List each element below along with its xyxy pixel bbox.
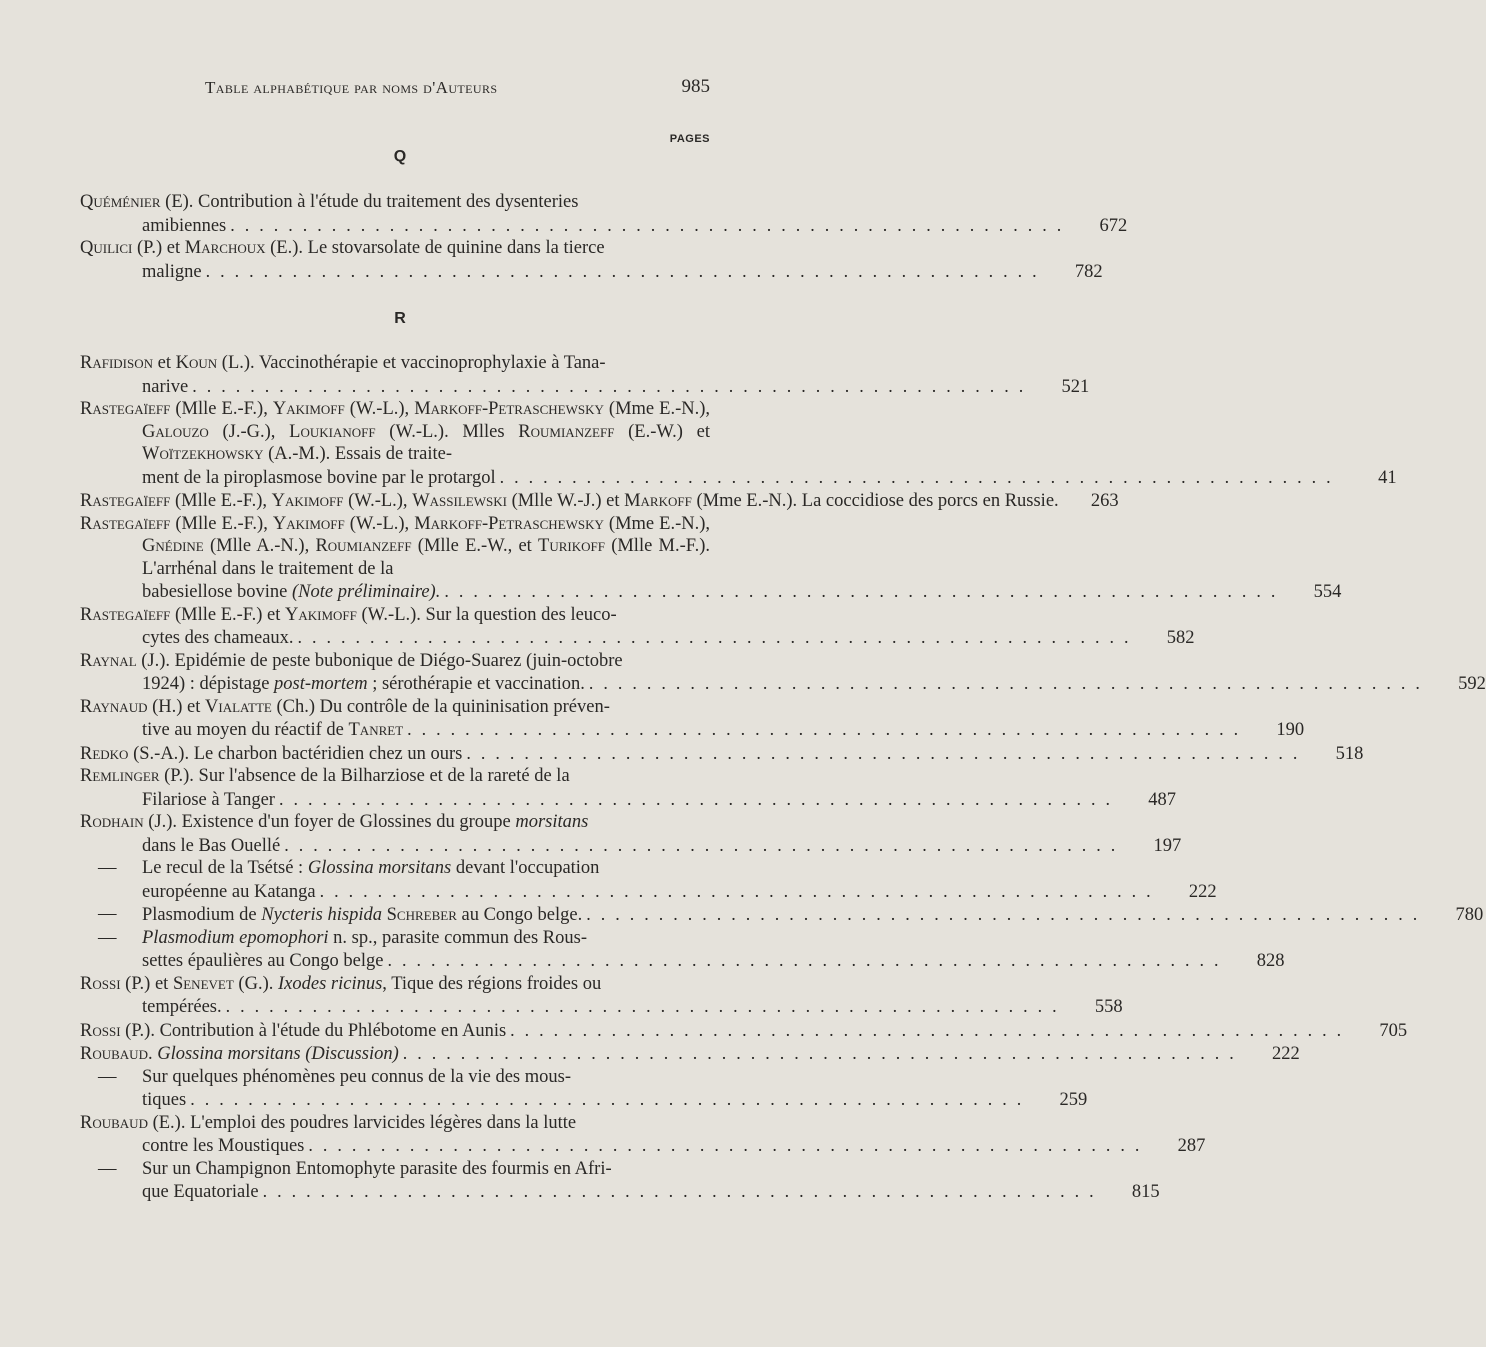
entry-last-line xyxy=(142,788,1176,812)
author-name: Roubaud xyxy=(80,1112,148,1133)
entry-text: Sur quelques phénomènes peu connus de la vie des mous- xyxy=(142,1066,572,1087)
index-entry xyxy=(80,742,1364,766)
entry-text-end: narive xyxy=(142,376,189,397)
entry-line xyxy=(80,1019,1408,1043)
page-reference: 259 xyxy=(1059,1090,1088,1110)
index-entry xyxy=(80,398,1397,489)
index-entry xyxy=(80,1042,1300,1066)
author-name: Koun xyxy=(175,353,218,373)
author-name: Roumianzeff xyxy=(315,536,412,556)
page-reference: 287 xyxy=(1177,1136,1206,1156)
dot-leader: .......................................................... xyxy=(192,375,1034,396)
ditto-dash: — xyxy=(98,1158,117,1179)
page-reference: 263 xyxy=(1090,491,1119,511)
entry-last-line xyxy=(142,580,1342,604)
index-entry xyxy=(80,696,1305,742)
index-entry xyxy=(80,513,1342,604)
author-name: Markoff xyxy=(624,491,692,511)
entry-text: Rastegaïeff (Mlle E.-F.) et Yakimoff (W.-L.). Sur la question des leuco- xyxy=(80,604,617,625)
author-name: Roubaud xyxy=(80,1044,148,1064)
entry-last-line xyxy=(142,466,1397,490)
page-reference: 554 xyxy=(1313,582,1342,602)
entry-last-line xyxy=(142,1134,1206,1158)
dot-leader: .......................................................... xyxy=(297,627,1139,647)
page-reference: 828 xyxy=(1256,951,1285,971)
entry-text-end: tive au moyen du réactif de Tanret xyxy=(142,720,404,740)
italic-text: Plasmodium epomophori xyxy=(142,927,329,948)
author-name: Vialatte xyxy=(205,696,272,717)
entry-text-end: tempérées. xyxy=(142,997,222,1017)
dot-leader: .......................................................... xyxy=(230,214,1072,235)
page-reference: 582 xyxy=(1166,628,1195,648)
dot-leader: .......................................................... xyxy=(586,904,1428,924)
entry-last-line xyxy=(142,214,1128,238)
entry-text: Rafidison et Koun (L.). Vaccinothérapie et vaccinoprophylaxie à Tana- xyxy=(80,353,606,373)
index-entry xyxy=(80,237,1103,283)
entry-last-line xyxy=(142,949,1285,973)
author-name: Remlinger xyxy=(80,766,160,786)
page-reference: 521 xyxy=(1061,376,1090,397)
index-entry xyxy=(80,1112,1206,1158)
author-name: Rossi xyxy=(80,973,121,994)
entry-text: Rastegaïeff (Mlle E.-F.), Yakimoff (W.-L.), Wassilewski (Mlle W.-J.) et Markoff (Mme E.-N.). La coccidiose des porcs en Russie. xyxy=(80,491,1059,511)
dot-leader: .......................................................... xyxy=(444,581,1286,601)
italic-text: Glossina morsitans (Discussion) xyxy=(157,1044,399,1064)
author-name: Yakimoff xyxy=(272,399,345,419)
dot-leader: .......................................................... xyxy=(308,1135,1150,1155)
entry-line xyxy=(80,489,1119,513)
entry-text: Remlinger (P.). Sur l'absence de la Bilharziose et de la rareté de la xyxy=(80,766,570,786)
page-reference: 558 xyxy=(1094,997,1123,1017)
author-name: Yakimoff xyxy=(285,604,357,625)
page-reference: 197 xyxy=(1153,835,1182,856)
dot-leader: .......................................................... xyxy=(588,673,1430,693)
ditto-dash: — xyxy=(98,904,117,924)
author-name: Rastegaïeff xyxy=(80,513,171,534)
entry-last-line xyxy=(142,995,1123,1019)
entry-last-line xyxy=(142,834,1182,858)
italic-text: morsitans xyxy=(515,812,589,832)
author-name: Rastegaïeff xyxy=(80,491,171,511)
author-name: Galouzo xyxy=(142,421,209,442)
page-reference: 672 xyxy=(1099,215,1128,236)
dot-leader: .......................................................... xyxy=(499,466,1341,487)
index-entry xyxy=(80,352,1090,398)
section-letter-q: Q xyxy=(393,148,407,165)
author-name: Woïtzekhowsky xyxy=(142,444,264,464)
page-reference: 41 xyxy=(1378,467,1397,488)
entry-text: Quéménier (E). Contribution à l'étude du traitement des dysenteries xyxy=(80,192,579,212)
page-reference: 222 xyxy=(1188,881,1217,902)
page-reference: 222 xyxy=(1272,1044,1300,1064)
entry-last-line xyxy=(142,626,1195,650)
entry-text: Rossi (P.) et Senevet (G.). Ixodes ricinus, Tique des régions froides ou xyxy=(80,973,602,994)
entry-text-end: 1924) : dépistage post-mortem ; sérothérapie et vaccination. xyxy=(142,674,585,694)
entry-text: Rodhain (J.). Existence d'un foyer de Glossines du groupe morsitans xyxy=(80,812,589,832)
entry-text-end: maligne xyxy=(142,261,202,282)
index-entry xyxy=(80,1066,1088,1112)
entry-line xyxy=(80,1042,1300,1066)
ditto-dash: — xyxy=(98,1066,117,1087)
dot-leader: .......................................................... xyxy=(387,950,1229,970)
page-reference: 815 xyxy=(1131,1182,1160,1202)
author-name: Redko xyxy=(80,743,129,764)
dot-leader: .......................................................... xyxy=(319,880,1161,901)
author-name: Rastegaïeff xyxy=(80,399,171,419)
entry-last-line xyxy=(142,1180,1160,1204)
cited-name: Tanret xyxy=(348,720,404,740)
pages-column-label: PAGES xyxy=(669,133,710,145)
dot-leader: .......................................................... xyxy=(225,996,1067,1016)
section-r-entries xyxy=(80,352,1486,1204)
author-name: Raynal xyxy=(80,650,137,671)
page-number: 985 xyxy=(681,76,710,97)
author-name: Rodhain xyxy=(80,812,144,832)
author-name: Markoff-Petraschewsky xyxy=(414,513,604,534)
index-entry xyxy=(80,903,1484,927)
italic-text: post-mortem xyxy=(274,674,368,694)
dot-leader: .......................................................... xyxy=(190,1089,1032,1109)
page-reference: 780 xyxy=(1455,905,1484,925)
index-entry xyxy=(80,1158,1160,1204)
author-name: Roumianzeff xyxy=(518,421,615,442)
dot-leader: .......................................................... xyxy=(510,1019,1352,1040)
index-entry xyxy=(80,489,1119,513)
entry-text-end: cytes des chameaux. xyxy=(142,628,294,648)
author-name: Wassilewski xyxy=(412,491,507,511)
entry-text: Quilici (P.) et Marchoux (E.). Le stovarsolate de quinine dans la tierce xyxy=(80,238,605,258)
entry-text: Plasmodium de Nycteris hispida Schreber au Congo belge. xyxy=(142,905,583,925)
author-name: Yakimoff xyxy=(271,491,344,511)
entry-text: Roubaud (E.). L'emploi des poudres larvicides légères dans la lutte xyxy=(80,1112,577,1133)
entry-text-end: babesiellose bovine (Note préliminaire). xyxy=(142,582,441,602)
index-entry xyxy=(80,927,1285,973)
italic-text: (Note préliminaire). xyxy=(292,582,441,602)
entry-last-line xyxy=(142,1088,1088,1112)
dot-leader: .......................................................... xyxy=(262,1181,1104,1201)
index-entry xyxy=(80,857,1217,903)
page-reference: 487 xyxy=(1148,789,1176,810)
entry-text-end: dans le Bas Ouellé xyxy=(142,835,281,856)
entry-last-line xyxy=(142,260,1103,284)
author-name: Yakimoff xyxy=(272,513,345,534)
section-q-entries xyxy=(80,191,1128,283)
page-reference: 518 xyxy=(1335,743,1364,764)
author-name: Quilici xyxy=(80,238,133,258)
entry-last-line xyxy=(142,880,1217,904)
italic-text: Glossina morsitans xyxy=(307,858,452,878)
entry-last-line xyxy=(142,718,1305,742)
entry-text-end: Filariose à Tanger xyxy=(142,789,275,810)
dot-leader: .......................................................... xyxy=(205,260,1047,281)
index-entry xyxy=(80,811,1182,857)
author-name: Turikoff xyxy=(538,536,605,556)
entry-text-end: tiques xyxy=(142,1090,187,1110)
entry-text-end: ment de la piroplasmose bovine par le protargol xyxy=(142,467,496,488)
entry-text-end: settes épaulières au Congo belge xyxy=(142,951,384,971)
entry-text-end: amibiennes xyxy=(142,215,227,236)
italic-text: Nycteris hispida xyxy=(261,905,382,925)
section-letter-r: R xyxy=(394,310,406,327)
running-head xyxy=(0,78,800,104)
author-name: Rastegaïeff xyxy=(80,604,171,625)
author-name: Quéménier xyxy=(80,192,161,212)
ditto-dash: — xyxy=(98,927,117,948)
page-reference: 190 xyxy=(1276,720,1305,740)
entry-text: Rastegaïeff (Mlle E.-F.), Yakimoff (W.-L.), Markoff-Petraschewsky (Mme E.-N.), Galouzo (J.-G.), Loukianoff (W.-L.). Mlles Roumianzeff (E.-W.) et Woïtzekhowsky (A.-M.). Essais de traite- xyxy=(80,399,711,464)
cited-name: Schreber xyxy=(386,905,457,925)
entry-line xyxy=(142,903,1484,927)
entry-text-end: contre les Moustiques xyxy=(142,1136,305,1156)
index-entry xyxy=(80,765,1176,811)
entry-text: Raynal (J.). Epidémie de peste bubonique de Diégo-Suarez (juin-octobre xyxy=(80,650,623,671)
author-name: Rossi xyxy=(80,1020,121,1041)
author-name: Loukianoff xyxy=(289,421,376,442)
entry-line xyxy=(80,742,1364,766)
entry-text: Rastegaïeff (Mlle E.-F.), Yakimoff (W.-L.), Markoff-Petraschewsky (Mme E.-N.), Gnédine (Mlle A.-N.), Roumianzeff (Mlle E.-W., et Turikoff (Mlle M.-F.). L'arrhénal dans le traitement de la xyxy=(80,513,711,579)
dot-leader: .......................................................... xyxy=(466,742,1308,763)
entry-text: Plasmodium epomophori n. sp., parasite commun des Rous- xyxy=(142,927,587,948)
page-reference: 782 xyxy=(1074,261,1103,282)
entry-text: Le recul de la Tsétsé : Glossina morsitans devant l'occupation xyxy=(142,858,600,878)
entry-text: Sur un Champignon Entomophyte parasite des fourmis en Afri- xyxy=(142,1158,612,1179)
index-entry xyxy=(80,1019,1408,1043)
page-reference: 592 xyxy=(1458,674,1486,694)
entry-text: Roubaud. Glossina morsitans (Discussion) xyxy=(80,1044,399,1064)
author-name: Raynaud xyxy=(80,696,148,717)
index-entry xyxy=(80,604,1195,650)
page-reference: 705 xyxy=(1379,1020,1408,1041)
entry-last-line xyxy=(142,375,1090,399)
dot-leader: .......................................................... xyxy=(284,834,1126,855)
running-title: Table alphabétique par noms d'Auteurs xyxy=(205,78,498,97)
author-name: Senevet xyxy=(172,973,234,994)
index-entry xyxy=(80,191,1128,237)
ditto-dash: — xyxy=(98,858,117,878)
entry-text: Raynaud (H.) et Vialatte (Ch.) Du contrôle de la quininisation préven- xyxy=(80,696,610,717)
entry-last-line xyxy=(142,672,1486,696)
author-name: Marchoux xyxy=(184,238,266,258)
index-entry xyxy=(80,973,1123,1019)
entry-text: Rossi (P.). Contribution à l'étude du Phlébotome en Aunis xyxy=(80,1020,507,1041)
dot-leader: .......................................................... xyxy=(407,719,1249,739)
entry-text: Redko (S.-A.). Le charbon bactéridien chez un ours xyxy=(80,743,463,764)
dot-leader: .......................................................... xyxy=(402,1043,1244,1063)
author-name: Rafidison xyxy=(80,353,154,373)
entry-text-end: que Equatoriale xyxy=(142,1182,259,1202)
italic-text: Ixodes ricinus xyxy=(277,973,383,994)
author-name: Gnédine xyxy=(142,536,204,556)
dot-leader: .......................................................... xyxy=(278,788,1120,809)
author-name: Markoff-Petraschewsky xyxy=(414,399,604,419)
index-entry xyxy=(80,650,1486,696)
entry-text-end: européenne au Katanga xyxy=(142,881,316,902)
